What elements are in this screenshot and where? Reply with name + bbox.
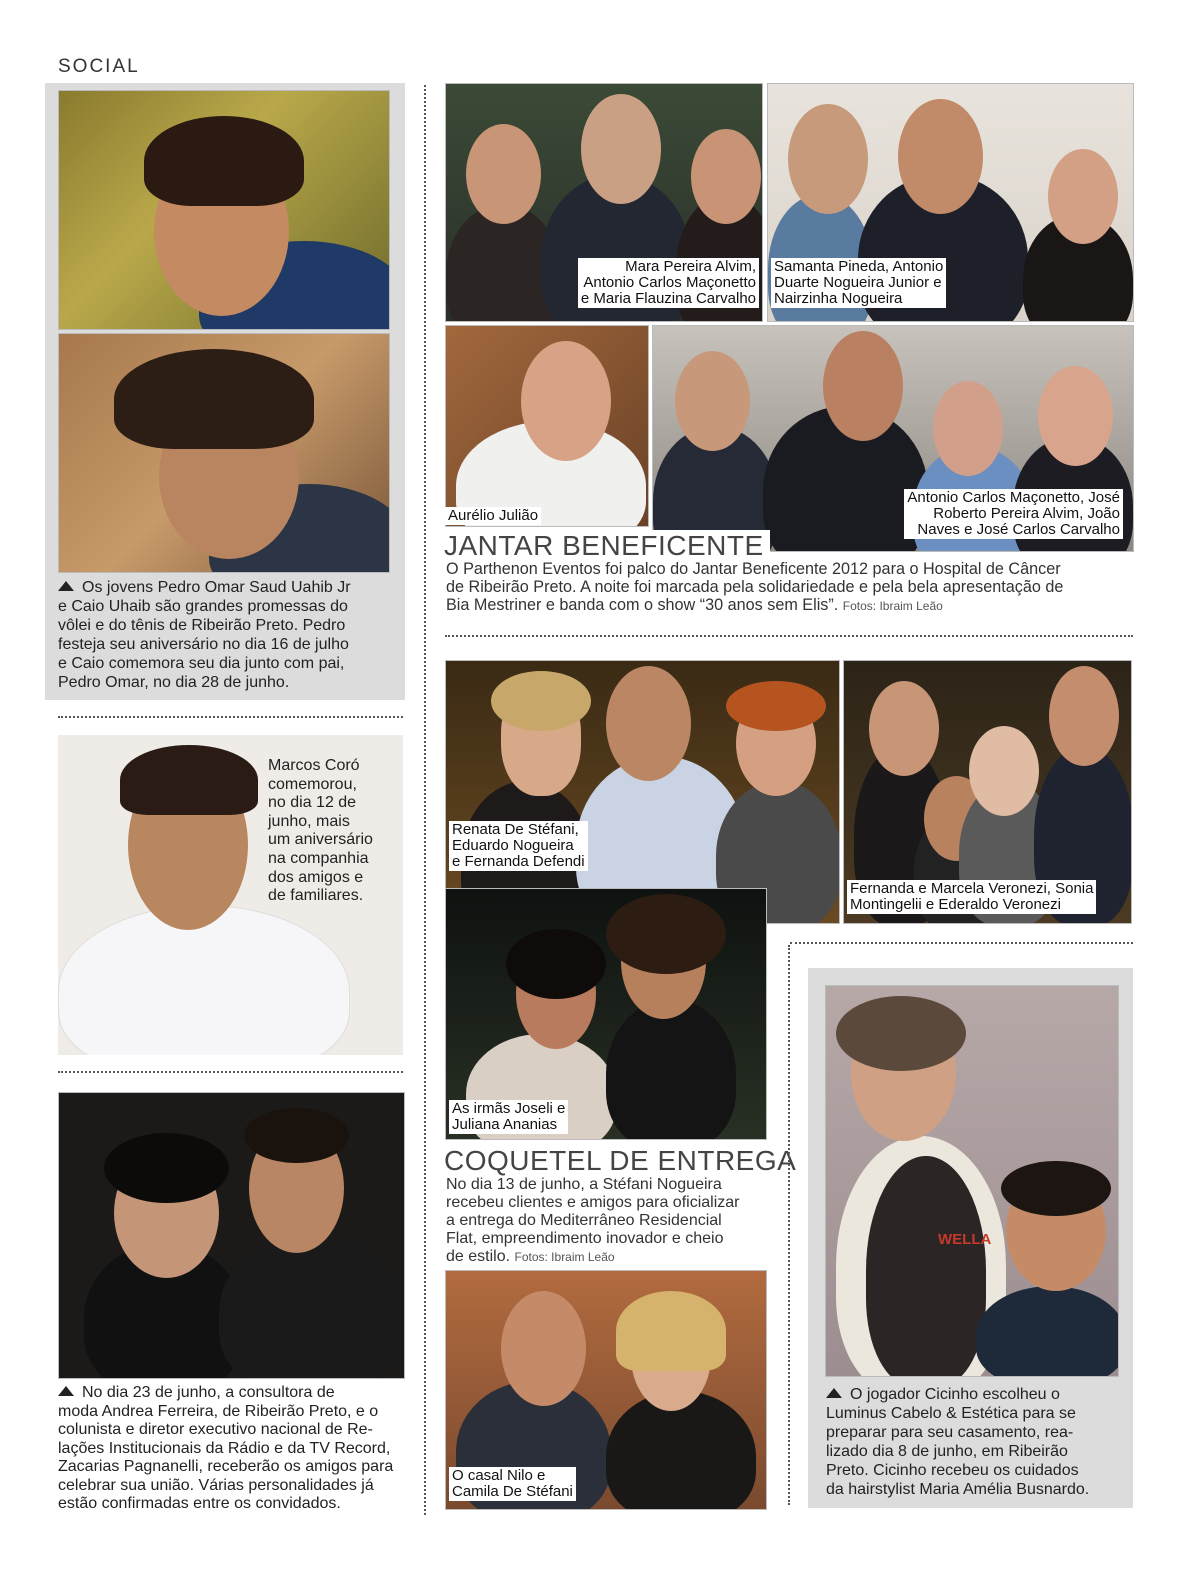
caption-jantar-1: Mara Pereira Alvim, Antonio Carlos Maçonetto e Maria Flauzina Carvalho [578, 258, 759, 308]
caption-jantar-2: Samanta Pineda, Antonio Duarte Nogueira Junior e Nairzinha Nogueira [771, 258, 946, 308]
marcos-caption: Marcos Coró comemorou, no dia 12 de junho, mais um aniversário na companhia dos amigos e de familiares. [268, 757, 373, 905]
photo-teen-2 [58, 333, 390, 573]
jantar-body: O Parthenon Eventos foi palco do Jantar Beneficente 2012 para o Hospital de Câncer de Ribeirão Preto. A noite foi marcada pela solidariedade e pela bela apresentação de Bia Mestriner e banda com o show “30 anos sem Elis”. Fotos: Ibraim Leão [446, 560, 1064, 614]
column-divider [788, 945, 790, 1505]
section-label: SOCIAL [58, 56, 140, 77]
headline-jantar: JANTAR BENEFICENTE [444, 530, 770, 562]
caption-jantar-3: Aurélio Julião [445, 507, 541, 525]
apron-wella-label: WELLA [938, 1231, 992, 1248]
photo-credit: Fotos: Ibraim Leão [842, 599, 943, 613]
caption-jantar-4: Antonio Carlos Maçonetto, José Roberto Pereira Alvim, João Naves e José Carlos Carvalho [904, 489, 1123, 539]
divider [445, 635, 1133, 637]
divider [58, 1071, 403, 1073]
caption-coquetel-4: O casal Nilo e Camila De Stéfani [449, 1467, 576, 1501]
coquetel-body: No dia 13 de junho, a Stéfani Nogueira recebeu clientes e amigos para oficializar a entrega do Mediterrâneo Residencial Flat, empreendimento inovador e cheio de estilo. Fotos: Ibraim Leão [446, 1176, 740, 1265]
divider [58, 716, 403, 718]
photo-credit: Fotos: Ibraim Leão [514, 1250, 615, 1264]
photo-cicinho [825, 985, 1119, 1377]
caption-coquetel-2: Fernanda e Marcela Veronezi, Sonia Montingelii e Ederaldo Veronezi [847, 880, 1096, 914]
photo-andrea-zacarias [58, 1092, 405, 1379]
photo-jantar-3 [445, 325, 649, 527]
divider [790, 942, 1133, 944]
triangle-up-icon [826, 1388, 842, 1398]
triangle-up-icon [58, 581, 74, 591]
caption-coquetel-3: As irmãs Joseli e Juliana Ananias [449, 1100, 568, 1134]
photo-teen-1 [58, 90, 390, 330]
photo-coquetel-1 [445, 660, 840, 924]
column-divider [424, 85, 426, 1515]
cicinho-caption: O jogador Cicinho escolheu o Luminus Cabelo & Estética para se preparar para seu casamento, rea- lizado dia 8 de junho, em Ribeirão Preto. Cicinho recebeu os cuidados da hairstylist Maria Amélia Busnardo. [826, 1386, 1090, 1498]
headline-coquetel: COQUETEL DE ENTREGA [444, 1145, 797, 1176]
triangle-up-icon [58, 1386, 74, 1396]
teens-caption: Os jovens Pedro Omar Saud Uahib Jr e Caio Uhaib são grandes promessas do vôlei e do tênis de Ribeirão Preto. Pedro festeja seu aniversário no dia 16 de julho e Caio comemora seu dia junto com pai, Pedro Omar, no dia 28 de junho. [58, 579, 351, 691]
couple-caption: No dia 23 de junho, a consultora de moda Andrea Ferreira, de Ribeirão Preto, e o colunista e diretor executivo nacional de Re- lações Institucionais da Rádio e da TV Record, Zacarias Pagnanelli, receberão os amigos para celebrar sua união. Várias personalidades já estão confirmadas entre os convidados. [58, 1384, 394, 1512]
caption-coquetel-1: Renata De Stéfani, Eduardo Nogueira e Fernanda Defendi [449, 821, 588, 871]
